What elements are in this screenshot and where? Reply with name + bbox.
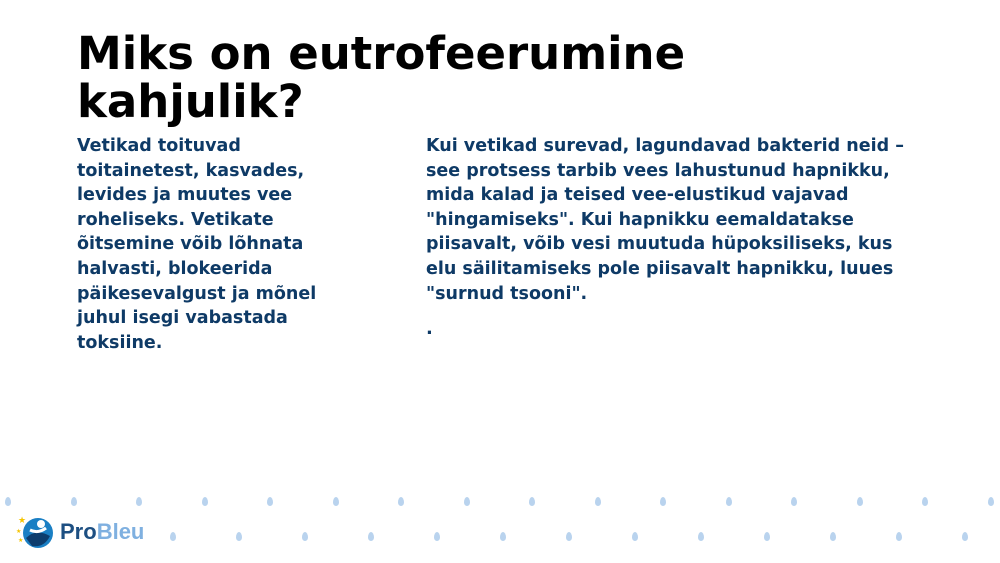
right-paragraph: Kui vetikad surevad, lagundavad bakterid neid – see protsess tarbib vees lahustunud hapnikku, mida kalad ja teised vee-elustikud vajavad "hingamiseks". Kui hapnikku eemaldatakse piisavalt, võib vesi muutuda hüpoksiliseks, kus elu säilitamiseks pole piisavalt hapnikku, luues "surnud tsooni". <box>426 136 904 304</box>
drop-icon <box>136 497 142 506</box>
drop-icon <box>464 497 470 506</box>
drop-icon <box>988 497 994 506</box>
drop-icon <box>922 497 928 506</box>
drop-icon <box>170 532 176 541</box>
drop-icon <box>434 532 440 541</box>
drop-icon <box>398 497 404 506</box>
drop-icon <box>500 532 506 541</box>
drop-icon <box>830 532 836 541</box>
drop-icon <box>698 532 704 541</box>
drop-icon <box>660 497 666 506</box>
drop-icon <box>595 497 601 506</box>
probleu-logo <box>16 514 144 550</box>
left-paragraph: Vetikad toituvad toitainetest, kasvades, levides ja muutes vee roheliseks. Vetikate õitsemine võib lõhnata halvasti, blokeerida päikesevalgust ja mõnel juhul isegi vabastada toksiine. <box>77 136 317 353</box>
drop-icon <box>5 497 11 506</box>
drop-icon <box>267 497 273 506</box>
drop-icon <box>529 497 535 506</box>
drop-icon <box>726 497 732 506</box>
drop-icon <box>791 497 797 506</box>
slide-title: Miks on eutrofeerumine kahjulik? <box>77 27 686 128</box>
svg-text:★: ★ <box>18 516 27 526</box>
drop-icon <box>302 532 308 541</box>
right-extra: . <box>426 318 433 339</box>
svg-text:★: ★ <box>18 537 24 544</box>
logo-text-bleu: Bleu <box>96 519 145 544</box>
drop-icon <box>71 497 77 506</box>
logo-text-pro: Pro <box>60 519 97 544</box>
drop-icon <box>368 532 374 541</box>
drop-icon <box>632 532 638 541</box>
drop-icon <box>764 532 770 541</box>
probleu-logo-icon <box>16 514 54 550</box>
drop-icon <box>566 532 572 541</box>
drop-icon <box>202 497 208 506</box>
drop-icon <box>857 497 863 506</box>
svg-text:★: ★ <box>16 528 22 535</box>
drop-icon <box>962 532 968 541</box>
drop-icon <box>236 532 242 541</box>
drop-icon <box>896 532 902 541</box>
drop-icon <box>333 497 339 506</box>
